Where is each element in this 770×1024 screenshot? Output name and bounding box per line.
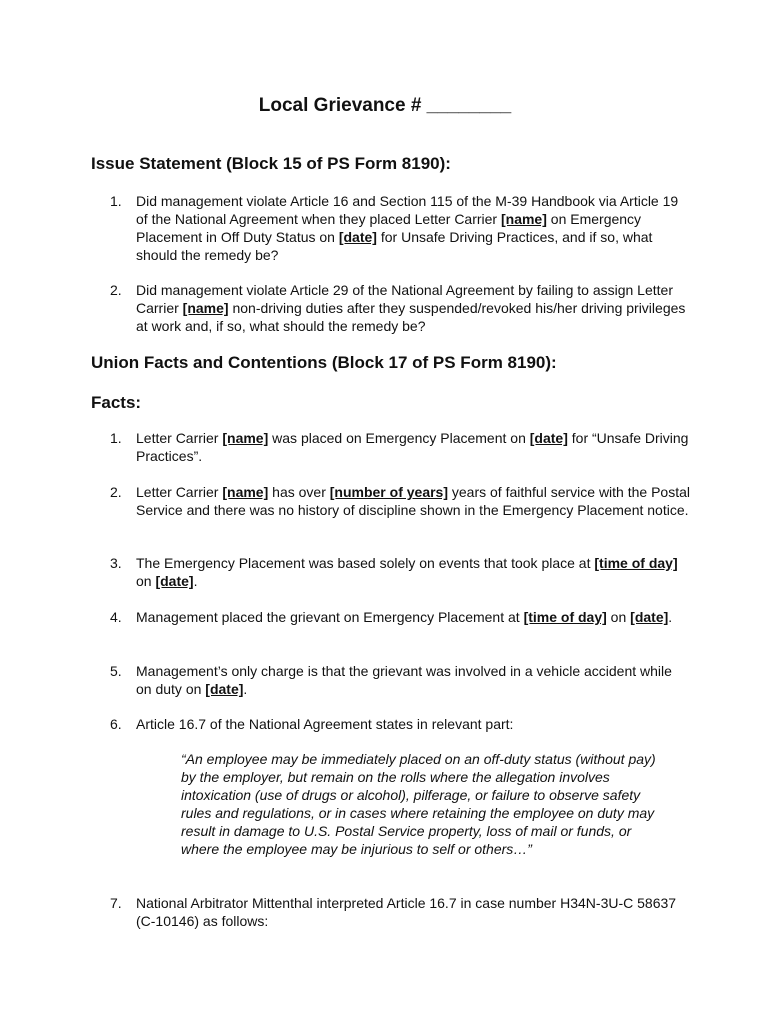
text-run: Article 16.7 of the National Agreement states in relevant part: (136, 716, 514, 732)
placeholder-field: [time of day] (594, 555, 678, 571)
facts-heading: Facts: (91, 393, 142, 412)
placeholder-field: [date] (205, 681, 244, 697)
article-quote: “An employee may be immediately placed on an off-duty status (without pay) by the employer, but remain on the rolls where the allegation involves intoxication (use of drugs or alcohol), pilferage, or failure to observe safety rules and regulations, or in cases where retaining the employee on duty may result in damage to U.S. Postal Service property, loss of mail or funds, or where the employee may be injurious to self or others…” (181, 751, 656, 857)
list-text (136, 429, 690, 465)
fact-item (110, 894, 690, 930)
issue-statement-heading: Issue Statement (Block 15 of PS Form 8190): (91, 154, 451, 173)
text-run: National Arbitrator Mittenthal interpreted Article 16.7 in case number H34N-3U-C 58637 (C-10146) as follows: (136, 895, 677, 929)
placeholder-field: [name] (182, 300, 229, 316)
text-run: The Emergency Placement was based solely on events that took place at (136, 555, 595, 571)
list-text (136, 281, 690, 335)
placeholder-field: [name] (500, 211, 547, 227)
text-run: Management’s only charge is that the grievant was involved in a vehicle accident while on duty on (136, 663, 672, 697)
text-run: on (606, 609, 631, 625)
list-number: 3. (110, 555, 122, 571)
fact-item (110, 429, 690, 465)
list-text (136, 554, 690, 590)
list-number: 1. (110, 430, 122, 446)
list-number: 7. (110, 895, 122, 911)
text-run: Did management violate Article 29 of the National Agreement by failing to assign Letter Carrier (136, 282, 673, 316)
placeholder-field: [date] (155, 573, 194, 589)
text-run: Management placed the grievant on Emergency Placement at (136, 609, 524, 625)
document-title: Local Grievance # ________ (258, 95, 512, 116)
text-run: Letter Carrier (136, 430, 223, 446)
text-run: has over (268, 484, 330, 500)
list-text (136, 608, 690, 626)
text-run: for Unsafe Driving Practices, and if so, what should the remedy be? (136, 229, 653, 263)
list-number: 6. (110, 716, 122, 732)
list-number: 2. (110, 282, 122, 298)
text-run: was placed on Emergency Placement on (268, 430, 530, 446)
placeholder-field: [time of day] (523, 609, 607, 625)
list-number: 5. (110, 663, 122, 679)
list-text (136, 483, 690, 519)
list-number: 1. (110, 193, 122, 209)
list-text (136, 662, 690, 698)
placeholder-field: [date] (630, 609, 669, 625)
placeholder-field: [number of years] (329, 484, 448, 500)
text-run: years of faithful service with the Postal Service and there was no history of discipline shown in the Emergency Placement notice. (136, 484, 690, 518)
placeholder-field: [date] (529, 430, 568, 446)
text-run: Did management violate Article 16 and Section 115 of the M-39 Handbook via Article 19 of the National Agreement when they placed Letter Carrier (136, 193, 679, 227)
list-text (136, 192, 690, 264)
placeholder-field: [name] (222, 430, 269, 446)
fact-item (110, 483, 690, 519)
fact-item (110, 554, 690, 590)
list-text (136, 894, 690, 930)
fact-item (110, 608, 690, 626)
text-run: on Emergency Placement in Off Duty Status on (136, 211, 642, 245)
issue-item (110, 281, 690, 335)
text-run: on (136, 573, 156, 589)
text-run: . (668, 609, 673, 625)
list-text (136, 715, 690, 733)
text-run: . (193, 573, 198, 589)
text-run: non-driving duties after they suspended/revoked his/her driving privileges at work and, if so, what should the remedy be? (136, 300, 686, 334)
placeholder-field: [date] (338, 229, 377, 245)
list-number: 4. (110, 609, 122, 625)
list-number: 2. (110, 484, 122, 500)
placeholder-field: [name] (222, 484, 269, 500)
union-facts-heading: Union Facts and Contentions (Block 17 of PS Form 8190): (91, 353, 557, 372)
text-run: for “Unsafe Driving Practices”. (136, 430, 689, 464)
fact-item (110, 715, 690, 733)
issue-item (110, 192, 690, 264)
text-run: Letter Carrier (136, 484, 223, 500)
fact-item (110, 662, 690, 698)
text-run: . (243, 681, 248, 697)
